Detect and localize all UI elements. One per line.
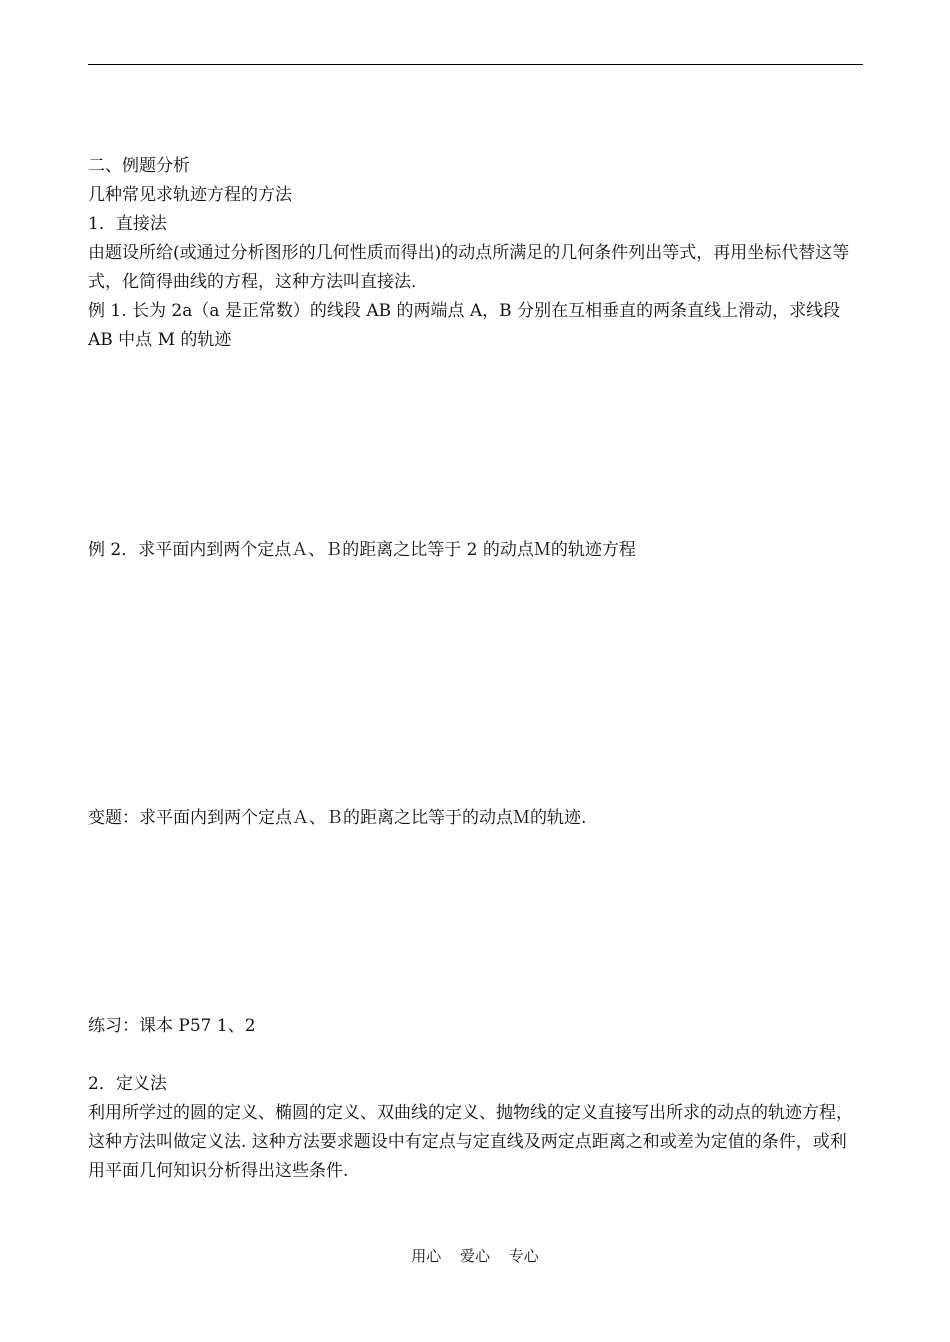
page-footer — [0, 1246, 950, 1266]
practice-line: 练习：课本 P57 1、2 — [88, 1016, 256, 1036]
footer-text-1: 用心 — [411, 1247, 442, 1265]
variant-problem: 变题：求平面内到两个定点Ａ、Ｂ的距离之比等于的动点Ｍ的轨迹. — [88, 808, 587, 828]
methods-intro: 几种常见求轨迹方程的方法 — [88, 185, 292, 205]
method2-description: 利用所学过的圆的定义、椭圆的定义、双曲线的定义、抛物线的定义直接写出所求的动点的轨迹方程，这种方法叫做定义法. 这种方法要求题设中有定点与定直线及两定点距离之和或差为定值的条件，或利用平面几何知识分析得出这些条件. — [88, 1103, 853, 1181]
example-2: 例 2．求平面内到两个定点Ａ、Ｂ的距离之比等于 2 的动点Ｍ的轨迹方程 — [88, 540, 636, 560]
header-rule — [88, 64, 863, 65]
method1-title: 1．直接法 — [88, 214, 167, 234]
method1-description: 由题设所给(或通过分析图形的几何性质而得出)的动点所满足的几何条件列出等式，再用坐标代替这等式，化简得曲线的方程，这种方法叫直接法． — [88, 243, 850, 292]
footer-text-2: 爱心 — [459, 1247, 490, 1265]
method2-title: 2．定义法 — [88, 1074, 167, 1094]
footer-text-3: 专心 — [508, 1247, 539, 1265]
section-heading: 二、例题分析 — [88, 156, 190, 176]
example-1: 例 1. 长为 2a（a 是正常数）的线段 AB 的两端点 A，B 分别在互相垂直的两条直线上滑动，求线段 AB 中点 M 的轨迹 — [88, 301, 841, 350]
